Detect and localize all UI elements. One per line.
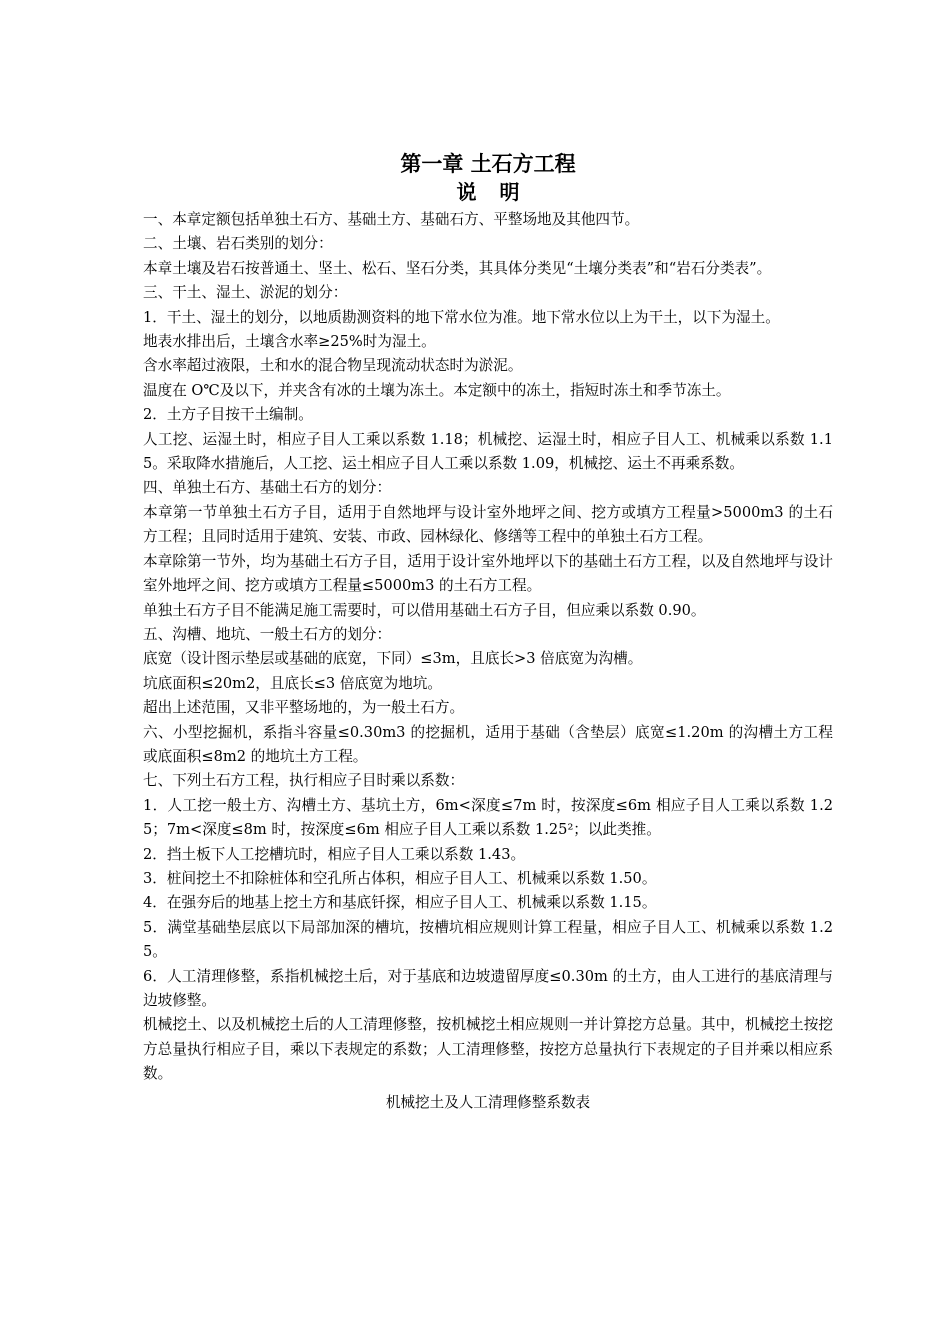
paragraph: 坑底面积≤20m2，且底长≤3 倍底宽为地坑。 bbox=[143, 674, 442, 692]
paragraph: 三、干土、湿土、淤泥的划分： bbox=[143, 284, 348, 302]
paragraph: 地表水排出后，土壤含水率≥25%时为湿土。 bbox=[143, 333, 436, 351]
paragraph: 底宽（设计图示垫层或基础的底宽，下同）≤3m，且底长>3 倍底宽为沟槽。 bbox=[143, 650, 643, 668]
paragraph: 6．人工清理修整，系指机械挖土后，对于基底和边坡遗留厚度≤0.30m 的土方，由人工进行的基底清理与边坡修整。 bbox=[143, 967, 833, 1009]
paragraph: 六、小型挖掘机，系指斗容量≤0.30m3 的挖掘机，适用于基础（含垫层）底宽≤1.20m 的沟槽土方工程或底面积≤8m2 的地坑土方工程。 bbox=[143, 723, 833, 765]
paragraph: 本章除第一节外，均为基础土石方子目，适用于设计室外地坪以下的基础土石方工程，以及自然地坪与设计室外地坪之间、挖方或填方工程量≤5000m3 的土石方工程。 bbox=[143, 552, 833, 595]
paragraph: 本章土壤及岩石按普通土、坚土、松石、坚石分类，其具体分类见“土壤分类表”和“岩石分类表”。 bbox=[143, 259, 772, 277]
document-body bbox=[143, 208, 833, 1087]
paragraph: 人工挖、运湿土时，相应子目人工乘以系数 1.18；机械挖、运湿土时，相应子目人工、机械乘以系数 1.15。采取降水措施后，人工挖、运土相应子目人工乘以系数 1.09，机械挖、运土不再乘系数。 bbox=[143, 430, 833, 473]
paragraph: 二、土壤、岩石类别的划分： bbox=[143, 235, 333, 253]
paragraph: 4．在强夯后的地基上挖土方和基底钎探，相应子目人工、机械乘以系数 1.15。 bbox=[143, 894, 657, 912]
table-caption: 机械挖土及人工清理修整系数表 bbox=[385, 1093, 591, 1111]
paragraph: 一、本章定额包括单独土石方、基础土方、基础石方、平整场地及其他四节。 bbox=[143, 211, 640, 228]
paragraph: 3．桩间挖土不扣除桩体和空孔所占体积，相应子目人工、机械乘以系数 1.50。 bbox=[143, 869, 657, 887]
paragraph: 超出上述范围，又非平整场地的，为一般土石方。 bbox=[143, 699, 465, 717]
paragraph: 2．土方子目按干土编制。 bbox=[143, 406, 313, 424]
paragraph: 温度在 O℃及以下，并夹含有冰的土壤为冻土。本定额中的冻土，指短时冻土和季节冻土。 bbox=[143, 381, 731, 399]
chapter-title: 第一章 土石方工程 bbox=[400, 152, 576, 176]
paragraph: 1．人工挖一般土方、沟槽土方、基坑土方，6m<深度≤7m 时，按深度≤6m 相应子目人工乘以系数 1.25；7m<深度≤8m 时，按深度≤6m 相应子目人工乘以系数 1.25²；以此类推。 bbox=[143, 796, 833, 839]
section-title: 说 明 bbox=[456, 180, 528, 204]
paragraph: 四、单独土石方、基础土石方的划分： bbox=[143, 479, 392, 497]
paragraph: 1．干土、湿土的划分，以地质勘测资料的地下常水位为准。地下常水位以上为干土，以下为湿土。 bbox=[143, 308, 780, 326]
paragraph: 5．满堂基础垫层底以下局部加深的槽坑，按槽坑相应规则计算工程量，相应子目人工、机械乘以系数 1.25。 bbox=[143, 918, 833, 961]
paragraph: 机械挖土、以及机械挖土后的人工清理修整，按机械挖土相应规则一并计算挖方总量。其中，机械挖土按挖方总量执行相应子目，乘以下表规定的系数；人工清理修整，按挖方总量执行下表规定的子目并乘以相应系数。 bbox=[143, 1016, 833, 1083]
paragraph: 五、沟槽、地坑、一般土石方的划分： bbox=[143, 625, 392, 643]
document-page bbox=[143, 150, 833, 1115]
paragraph: 含水率超过液限，土和水的混合物呈现流动状态时为淤泥。 bbox=[143, 357, 523, 375]
paragraph: 七、下列土石方工程，执行相应子目时乘以系数： bbox=[143, 772, 465, 790]
paragraph: 本章第一节单独土石方子目，适用于自然地坪与设计室外地坪之间、挖方或填方工程量>5000m3 的土石方工程；且同时适用于建筑、安装、市政、园林绿化、修缮等工程中的单独土石方工程。 bbox=[143, 503, 833, 546]
paragraph: 2．挡土板下人工挖槽坑时，相应子目人工乘以系数 1.43。 bbox=[143, 845, 526, 863]
paragraph: 单独土石方子目不能满足施工需要时，可以借用基础土石方子目，但应乘以系数 0.90。 bbox=[143, 601, 706, 619]
